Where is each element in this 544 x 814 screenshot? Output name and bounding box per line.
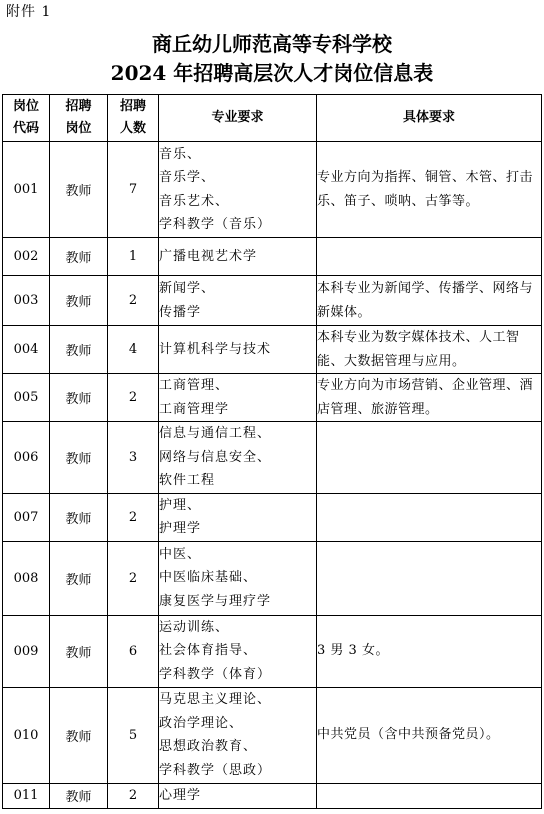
header-major-requirement: 专业要求: [159, 95, 317, 142]
specific-requirement-cell: [317, 422, 542, 494]
recruit-count-cell: 5: [108, 687, 159, 783]
major-requirement-cell: [159, 276, 317, 326]
specific-requirement-cell: [317, 374, 542, 422]
table-row: [3, 422, 542, 494]
specific-requirement-cell: [317, 615, 542, 687]
document-title-line1: 商丘幼儿师范高等专科学校: [152, 32, 392, 56]
major-requirement-cell: [159, 142, 317, 238]
major-item: 思想政治教育、: [159, 739, 258, 754]
header-recruit-count: 招聘 人数: [108, 95, 159, 142]
specific-requirement-cell: [317, 142, 542, 238]
specific-requirement-cell: [317, 541, 542, 615]
recruit-count-cell: 2: [108, 541, 159, 615]
specific-requirement-text: 中共党员（含中共预备党员）。: [317, 727, 500, 743]
major-item: 新闻学、: [159, 281, 216, 296]
specific-requirement-text: 本科专业为新闻学、传播学、网络与新媒体。: [317, 281, 534, 320]
major-item: 马克思主义理论、: [159, 692, 272, 707]
position-code-cell: 007: [3, 493, 50, 541]
specific-requirement-cell: [317, 276, 542, 326]
major-requirement-cell: [159, 326, 317, 374]
specific-requirement-cell: [317, 783, 542, 808]
table-row: [3, 493, 542, 541]
major-item: 心理学: [159, 787, 202, 803]
table-row: [3, 541, 542, 615]
recruit-count-cell: 1: [108, 238, 159, 276]
attachment-label: 附件 1: [6, 4, 52, 20]
position-code-cell: 006: [3, 422, 50, 494]
major-item: 网络与信息安全、: [159, 449, 272, 465]
major-item: 广播电视艺术学: [159, 248, 258, 264]
major-item: 音乐学、: [159, 170, 216, 185]
recruit-position-cell: 教师: [50, 783, 108, 808]
major-requirement-cell: [159, 541, 317, 615]
position-code-cell: 002: [3, 238, 50, 276]
major-item: 工商管理学: [159, 401, 230, 417]
job-positions-table: [2, 94, 542, 809]
recruit-count-cell: 4: [108, 326, 159, 374]
recruit-count-cell: 6: [108, 615, 159, 687]
table-row: [3, 783, 542, 808]
major-item: 学科教学（音乐）: [159, 217, 272, 232]
position-code-cell: 011: [3, 783, 50, 808]
table-header-row: [3, 95, 542, 142]
major-item: 软件工程: [159, 473, 216, 488]
major-requirement-cell: [159, 374, 317, 422]
major-requirement-cell: [159, 422, 317, 494]
major-item: 传播学: [159, 304, 202, 320]
major-item: 学科教学（体育）: [159, 666, 272, 682]
recruit-position-cell: 教师: [50, 422, 108, 494]
table-row: [3, 374, 542, 422]
specific-requirement-text: 3 男 3 女。: [317, 643, 389, 659]
table-body: [3, 142, 542, 809]
major-item: 康复医学与理疗学: [159, 593, 272, 609]
recruit-position-cell: 教师: [50, 493, 108, 541]
major-item: 护理学: [159, 521, 202, 536]
major-item: 学科教学（思政）: [159, 762, 272, 778]
major-item: 运动训练、: [159, 619, 230, 635]
recruit-position-cell: 教师: [50, 142, 108, 238]
major-requirement-cell: [159, 615, 317, 687]
major-requirement-cell: [159, 687, 317, 783]
recruit-count-cell: 3: [108, 422, 159, 494]
specific-requirement-text: 专业方向为市场营销、企业管理、酒店管理、旅游管理。: [317, 378, 534, 417]
recruit-position-cell: 教师: [50, 615, 108, 687]
major-requirement-cell: [159, 783, 317, 808]
major-item: 计算机科学与技术: [159, 341, 272, 357]
major-item: 音乐艺术、: [159, 193, 230, 209]
specific-requirement-cell: [317, 238, 542, 276]
major-item: 工商管理、: [159, 378, 230, 393]
recruit-position-cell: 教师: [50, 326, 108, 374]
specific-requirement-cell: [317, 326, 542, 374]
recruit-position-cell: 教师: [50, 687, 108, 783]
recruit-position-cell: 教师: [50, 238, 108, 276]
table-row: [3, 687, 542, 783]
recruit-count-cell: 2: [108, 783, 159, 808]
position-code-cell: 003: [3, 276, 50, 326]
position-code-cell: 001: [3, 142, 50, 238]
recruit-count-cell: 2: [108, 276, 159, 326]
table-row: [3, 326, 542, 374]
major-item: 政治学理论、: [159, 715, 244, 731]
header-recruit-position: 招聘 岗位: [50, 95, 108, 142]
specific-requirement-text: 本科专业为数字媒体技术、人工智能、大数据管理与应用。: [317, 330, 520, 369]
major-item: 中医、: [159, 546, 202, 562]
position-code-cell: 004: [3, 326, 50, 374]
recruit-count-cell: 2: [108, 374, 159, 422]
table-row: [3, 615, 542, 687]
major-item: 信息与通信工程、: [159, 426, 272, 441]
document-title-line2: 2024 年招聘高层次人才岗位信息表: [110, 61, 434, 85]
recruit-position-cell: 教师: [50, 276, 108, 326]
header-position-code: 岗位 代码: [3, 95, 50, 142]
recruit-count-cell: 2: [108, 493, 159, 541]
major-requirement-cell: [159, 238, 317, 276]
position-code-cell: 010: [3, 687, 50, 783]
major-item: 音乐、: [159, 146, 202, 162]
position-code-cell: 008: [3, 541, 50, 615]
major-requirement-cell: [159, 493, 317, 541]
major-item: 中医临床基础、: [159, 570, 258, 586]
position-code-cell: 009: [3, 615, 50, 687]
table-row: [3, 238, 542, 276]
recruit-position-cell: 教师: [50, 541, 108, 615]
major-item: 护理、: [159, 497, 202, 513]
major-item: 社会体育指导、: [159, 643, 258, 659]
recruit-position-cell: 教师: [50, 374, 108, 422]
table-row: [3, 276, 542, 326]
specific-requirement-text: 专业方向为指挥、铜管、木管、打击乐、笛子、唢呐、古筝等。: [317, 170, 534, 209]
specific-requirement-cell: [317, 687, 542, 783]
header-specific-requirement: 具体要求: [317, 95, 542, 142]
position-code-cell: 005: [3, 374, 50, 422]
table-row: [3, 142, 542, 238]
specific-requirement-cell: [317, 493, 542, 541]
recruit-count-cell: 7: [108, 142, 159, 238]
